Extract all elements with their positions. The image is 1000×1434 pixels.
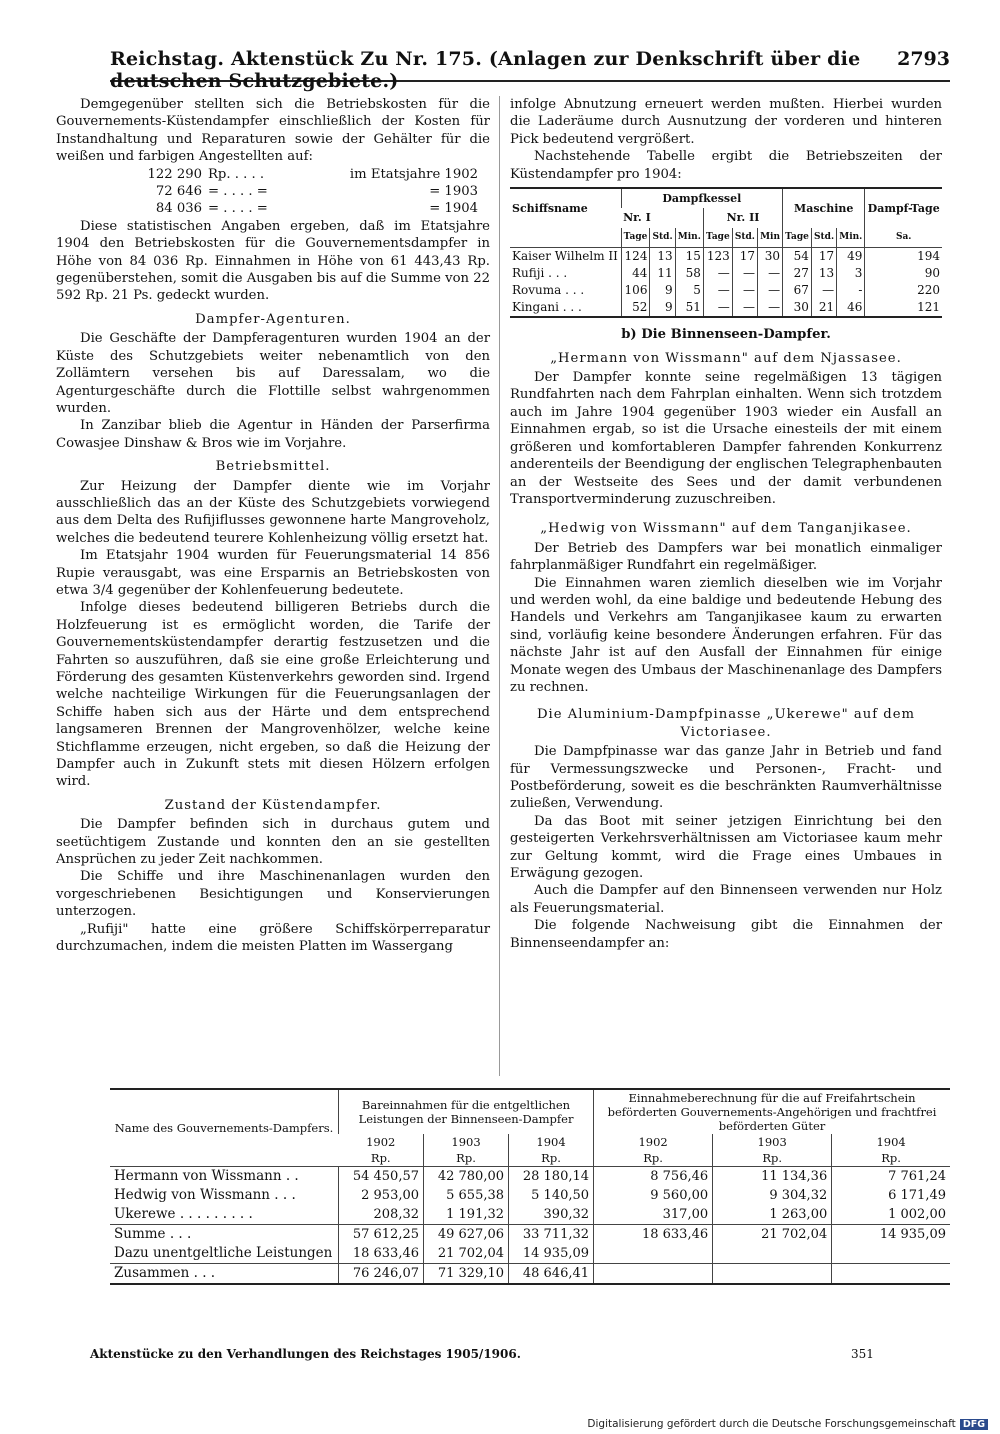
section-heading: Dampfer-Agenturen. [195,311,351,327]
paragraph: Die Einnahmen waren ziemlich dieselben wie im Vorjahr und werden wohl, da eine baldige und bedeutende Hebung des Handels und Verkehrs am Tanganjikasee kaum zu erwarten sind, vorläufig keine besondere Änderungen erfahren. Für das nächste Jahr ist auf den Ausfall der Einnahmen für einige Monate wegen des Umbaus der Maschinenanlage des Dampfers zu rechnen. [510,575,942,695]
table-row: Ukerewe . . . . . . . . . 208,32 1 191,32 390,32 317,00 1 263,00 1 002,00 [110,1205,950,1225]
paragraph: „Rufiji" hatte eine größere Schiffskörperreparatur durchzumachen, indem die meisten Platten im Wassergang [56,921,490,955]
col-boiler: Dampfkessel [621,188,782,208]
col-cash: Bareinnahmen für die entgeltlichen Leistungen der Binnenseen-Dampfer [339,1089,594,1134]
section-heading: „Hermann von Wissmann" auf dem Njassasee. [550,350,902,366]
paragraph: Der Betrieb des Dampfers war bei monatlich einmaliger fahrplanmäßiger Rundfahrt ein regelmäßiger. [510,540,942,574]
section-heading: Betriebsmittel. [215,459,331,475]
header-title: Reichstag. Aktenstück Zu Nr. 175. (Anlagen zur Denkschrift über die deutschen Schutzgebiete.) [110,48,861,92]
col-machine: Maschine [783,188,865,228]
paragraph: Zur Heizung der Dampfer diente wie im Vorjahr ausschließlich das an der Küste des Schutzgebiets vorwiegend aus dem Delta des Rufijiflusses gewonnene harte Mangroveholz, welches die bedeutend teurere Kohlenheizung völlig ersetzt hat. [56,478,490,546]
paragraph: Infolge dieses bedeutend billigeren Betriebs durch die Holzfeuerung ist es ermöglicht worden, die Tarife der Gouvernementsküstendampfer derartig festzusetzen und die Fahrten so auszuführen, daß sie eine große Erleichterung und Förderung des gesamten Küstenverkehrs geworden sind. Irgend welche nachteilige Wirkungen für die Feuerungsanlagen der Schiffe haben sich aus der Härte und dem entsprechend langsameren Brennen der Mangrovenhölzer, welche keine Stichflamme erzeugen, nicht ergeben, so daß die Heizung der Dampfer auch in Zukunft stets mit diesen Hölzern erfolgen wird. [56,600,490,790]
stat-row: 84 036 = . . . . = = 1904 [155,201,478,217]
table-row: Dazu unentgeltliche Leistungen 18 633,46 21 702,04 14 935,09 [110,1244,950,1264]
table-row: Kaiser Wilhelm II 124 13 15 123 17 30 54 17 49 194 [512,249,940,264]
paragraph: Die Geschäfte der Dampferagenturen wurden 1904 an der Küste des Schutzgebiets weiter nebenamtlich von den Zollämtern versehen bis auf Daressalam, wo die Agenturgeschäfte durch die Flottille selbst wahrgenommen wurden. [56,331,490,416]
paragraph: Demgegenüber stellten sich die Betriebskosten für die Gouvernements-Küstendampfer einschließlich der Kosten für Instandhaltung und Reparaturen sowie der Gehälter für die weißen und farbigen Angestellten auf: [56,97,490,165]
table-row: Kingani . . . 52 9 51 — — — 30 21 46 121 [510,299,942,317]
paragraph: Im Etatsjahr 1904 wurden für Feuerungsmaterial 14 856 Rupie verausgabt, was eine Ersparnis an Betriebskosten von etwa 3/4 gegenüber der Kohlenfeuerung bedeutete. [56,548,490,598]
section-heading: Die Aluminium-Dampfpinasse „Ukerewe" auf dem Victoriasee. [536,707,916,740]
paragraph: Der Dampfer konnte seine regelmäßigen 13 tägigen Rundfahrten nach dem Fahrplan einhalten. Wenn sich trotzdem auch im Jahre 1904 gegenüber 1903 wieder ein Ausfall an Einnahmen ergab, so ist die Ursache einesteils der mit einem größeren und komfortableren Dampfer fahrenden Konkurrenz anderenteils der Beendigung der englischen Telegraphenbauten an der Westseite des Sees und der damit verbundenen Transportverminderung zuzuschreiben. [510,370,942,507]
dfg-logo: DFG [960,1419,988,1430]
col-ship: Schiffsname [512,201,588,215]
table-row: Summe . . . 57 612,25 49 627,06 33 711,32 18 633,46 21 702,04 14 935,09 [110,1225,950,1245]
section-heading: „Hedwig von Wissmann" auf dem Tanganjikasee. [540,521,912,537]
table-row: Rovuma . . . 106 9 5 — — — 67 — - 220 [512,283,940,298]
paragraph: Nachstehende Tabelle ergibt die Betriebszeiten der Küstendampfer pro 1904: [510,149,942,182]
stat-row: 122 290 Rp. . . . . im Etatsjahre 1902 [147,166,478,182]
income-table-wrapper [110,1088,950,1285]
stat-row: 72 646 = . . . . = = 1903 [155,184,478,200]
right-column [510,96,942,952]
digitization-credit: Digitalisierung gefördert durch die Deutsche Forschungsgemeinschaft DFG [587,1418,988,1430]
col-name: Name des Gouvernements-Dampfers. [114,1121,334,1135]
paragraph: Auch die Dampfer auf den Binnenseen verwenden nur Holz als Feuerungsmaterial. [510,883,942,916]
section-heading: Zustand der Küstendampfer. [164,797,382,813]
section-heading: b) Die Binnenseen-Dampfer. [621,327,831,343]
income-table: Name des Gouvernements-Dampfers. Bareinnahmen für die entgeltlichen Leistungen der Binnenseen-Dampfer Einnahmeberechnung für die auf Freifahrtschein beförderten Gouvernements-Angehörigen und frachtfrei beförderten Güter 1902 1903 1904 1902 1903 1904 Rp. Rp. Rp. Rp. Rp. Rp. Hermann von Wissmann . . 54 450,57 42 780,00 28 180,14 8 756,46 11 134,36 7 761,24 Hedwig von Wissmann . . . 2 953,00 5 655,38 5 140,50 9 560,00 9 304,32 6 171,49 Ukerewe . . . . . . . . . 208,32 1 191,32 390,32 317,00 1 263,00 1 002,00 Summe . . . 57 612,25 49 627,06 33 711,32 18 633,46 21 702,04 14 935,09 Dazu unentgeltliche Leistungen 18 633,46 21 702,04 14 935,09 Zusammen . . . 76 246,07 71 329,10 48 646,41 [110,1088,950,1285]
col-credit: Einnahmeberechnung für die auf Freifahrtschein beförderten Gouvernements-Angehörigen und frachtfrei beförderten Güter [594,1089,950,1134]
paragraph: infolge Abnutzung erneuert werden mußten. Hierbei wurden die Laderäume durch Ausnutzung der vorderen und hinteren Pick bedeutend vergrößert. [510,97,942,147]
paragraph: Die Dampfer befinden sich in durchaus gutem und seetüchtigem Zustande und konnten den an sie gestellten Ansprüchen zu jeder Zeit nachkommen. [56,817,490,868]
column-divider [499,96,500,1076]
footer-number: 351 [851,1347,874,1361]
paragraph: Die Dampfpinasse war das ganze Jahr in Betrieb und fand für Vermessungszwecke und Personen-, Fracht- und Postbeförderung, soweit es die beschränkten Raumverhältnisse zuließen, Verwendung. [510,744,942,812]
paragraph: Da das Boot mit seiner jetzigen Einrichtung bei den gesteigerten Verkehrsverhältnissen am Victoriasee kaum mehr zur Geltung kommt, wird die Frage eines Umbaues in Erwägung gezogen. [510,813,942,882]
col-nr2: Nr. II [703,208,782,227]
table-row: Hermann von Wissmann . . 54 450,57 42 780,00 28 180,14 8 756,46 11 134,36 7 761,24 [110,1167,950,1187]
table-row: Hedwig von Wissmann . . . 2 953,00 5 655,38 5 140,50 9 560,00 9 304,32 6 171,49 [110,1186,950,1205]
left-column [56,96,490,956]
paragraph: Die folgende Nachweisung gibt die Einnahmen der Binnenseendampfer an: [510,918,942,951]
cost-statistics [116,166,490,218]
operating-times-table: Schiffsname Dampfkessel Maschine Dampf-Tage Nr. I Nr. II Tage Std. Min. Tage Std. Min Tage Std. Min. Sa. Kaiser Wilhelm II 124 13 15 123 17 30 54 17 49 194 Rufiji . . . 44 11 58 — — — 27 13 3 90 Rovuma . . . 106 9 5 — — — 67 — - 220 Kingani . . . 52 9 51 — — — 30 21 46 121 [510,187,942,318]
paragraph: In Zanzibar blieb die Agentur in Händen der Parserfirma Cowasjee Dinshaw & Bros wie im Vorjahre. [56,418,490,451]
paragraph: Die Schiffe und ihre Maschinenanlagen wurden den vorgeschriebenen Besichtigungen und Konservierungen unterzogen. [56,869,490,920]
page-header [110,44,950,92]
paragraph: Diese statistischen Angaben ergeben, daß im Etatsjahre 1904 den Betriebskosten für die Gouvernementsdampfer in Höhe von 84 036 Rp. Einnahmen in Höhe von 61 443,43 Rp. gegenüberstehen, somit die Ausgaben bis auf die Summe von 22 592 Rp. 21 Ps. gedeckt wurden. [56,218,490,304]
table-row: Zusammen . . . 76 246,07 71 329,10 48 646,41 [110,1264,950,1285]
col-days: Dampf-Tage [865,188,942,228]
page-number: 2793 [897,48,950,70]
footer-source: Aktenstücke zu den Verhandlungen des Reichstages 1905/1906. [90,1347,521,1361]
table-row: Rufiji . . . 44 11 58 — — — 27 13 3 90 [512,266,940,281]
col-nr1: Nr. I [623,211,651,225]
